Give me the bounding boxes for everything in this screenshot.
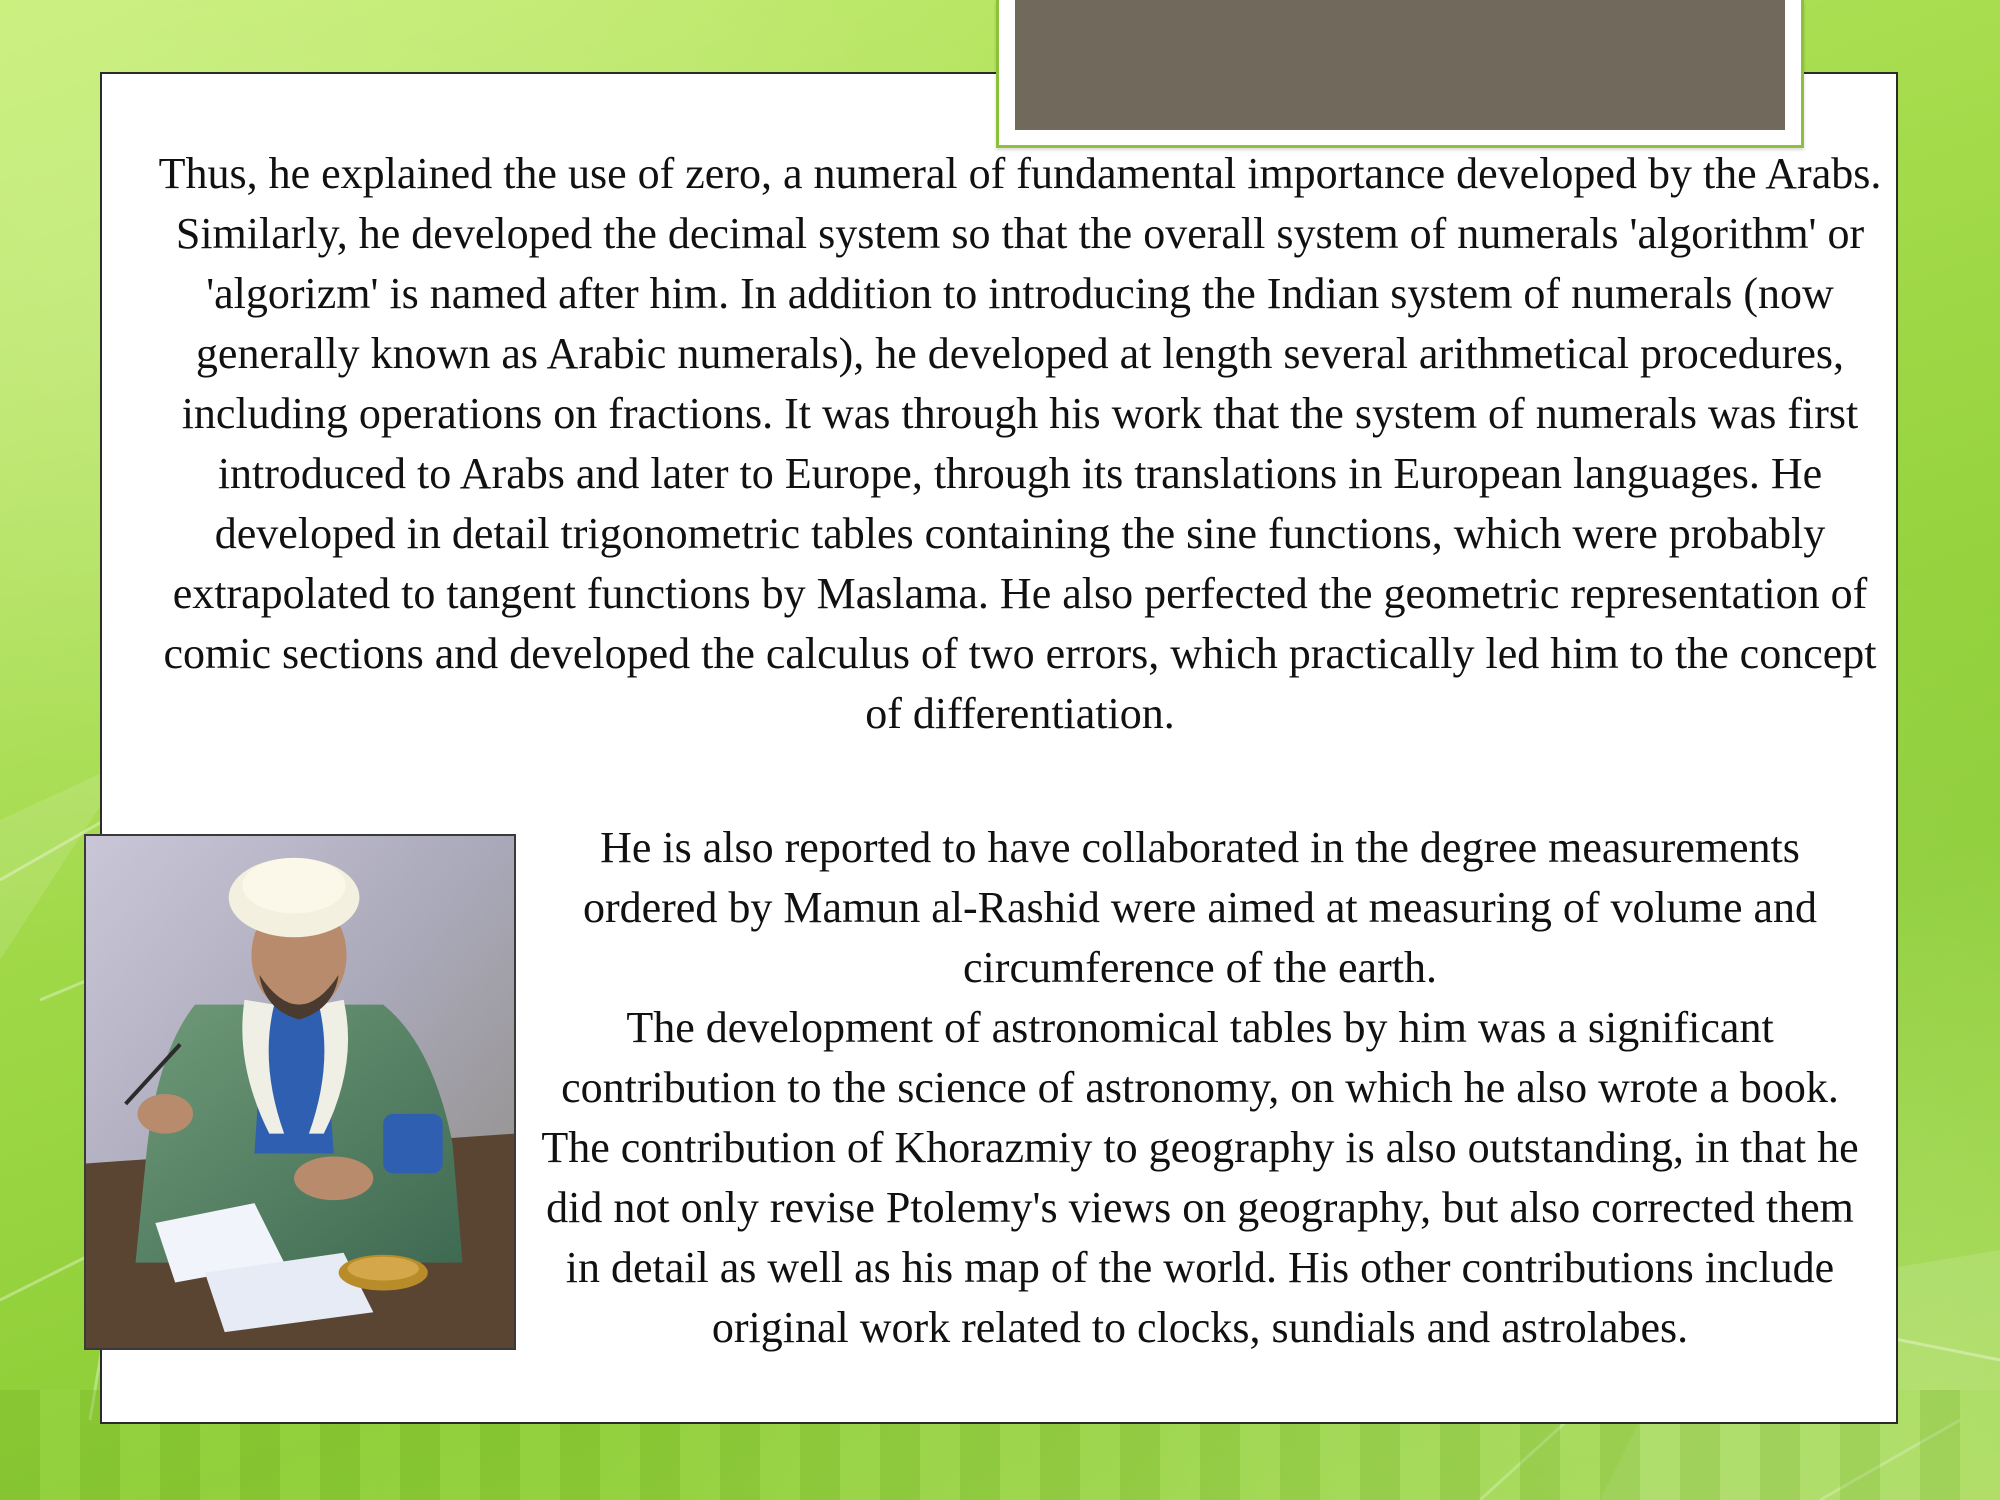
title-placeholder-frame [996, 0, 1804, 148]
paragraph-contributions [530, 818, 1870, 1358]
portrait-image [84, 834, 516, 1350]
paragraph-intro: Thus, he explained the use of zero, a numeral of fundamental importance developed by the Arabs. Similarly, he developed the decimal system so that the overall system of numerals 'algorithm' or 'algorizm' is named after him. In addition to introducing the Indian system of numerals (now generally known as Arabic numerals), he developed at length several arithmetical procedures, including operations on fractions. It was through his work that the system of numerals was first introduced to Arabs and later to Europe, through its translations in European languages. He developed in detail trigonometric tables containing the sine functions, which were probably extrapolated to tangent functions by Maslama. He also perfected the geometric representation of comic sections and developed the calculus of two errors, which practically led him to the concept of differentiation. [158, 149, 1882, 738]
portrait-illustration [86, 836, 514, 1348]
paragraph-line-degree-measurements: He is also reported to have collaborated in the degree measurements ordered by Mamun al-Rashid were aimed at measuring of volume and circumference of the earth. [582, 823, 1818, 992]
title-placeholder-fill [1015, 0, 1785, 130]
paragraph-line-astronomy-geography: The development of astronomical tables by him was a significant contribution to the science of astronomy, on which he also wrote a book. The contribution of Khorazmiy to geography is also outstanding, in that he did not only revise Ptolemy's views on geography, but also corrected them in detail as well as his map of the world. His other contributions include original work related to clocks, sundials and astrolabes. [541, 1003, 1859, 1352]
